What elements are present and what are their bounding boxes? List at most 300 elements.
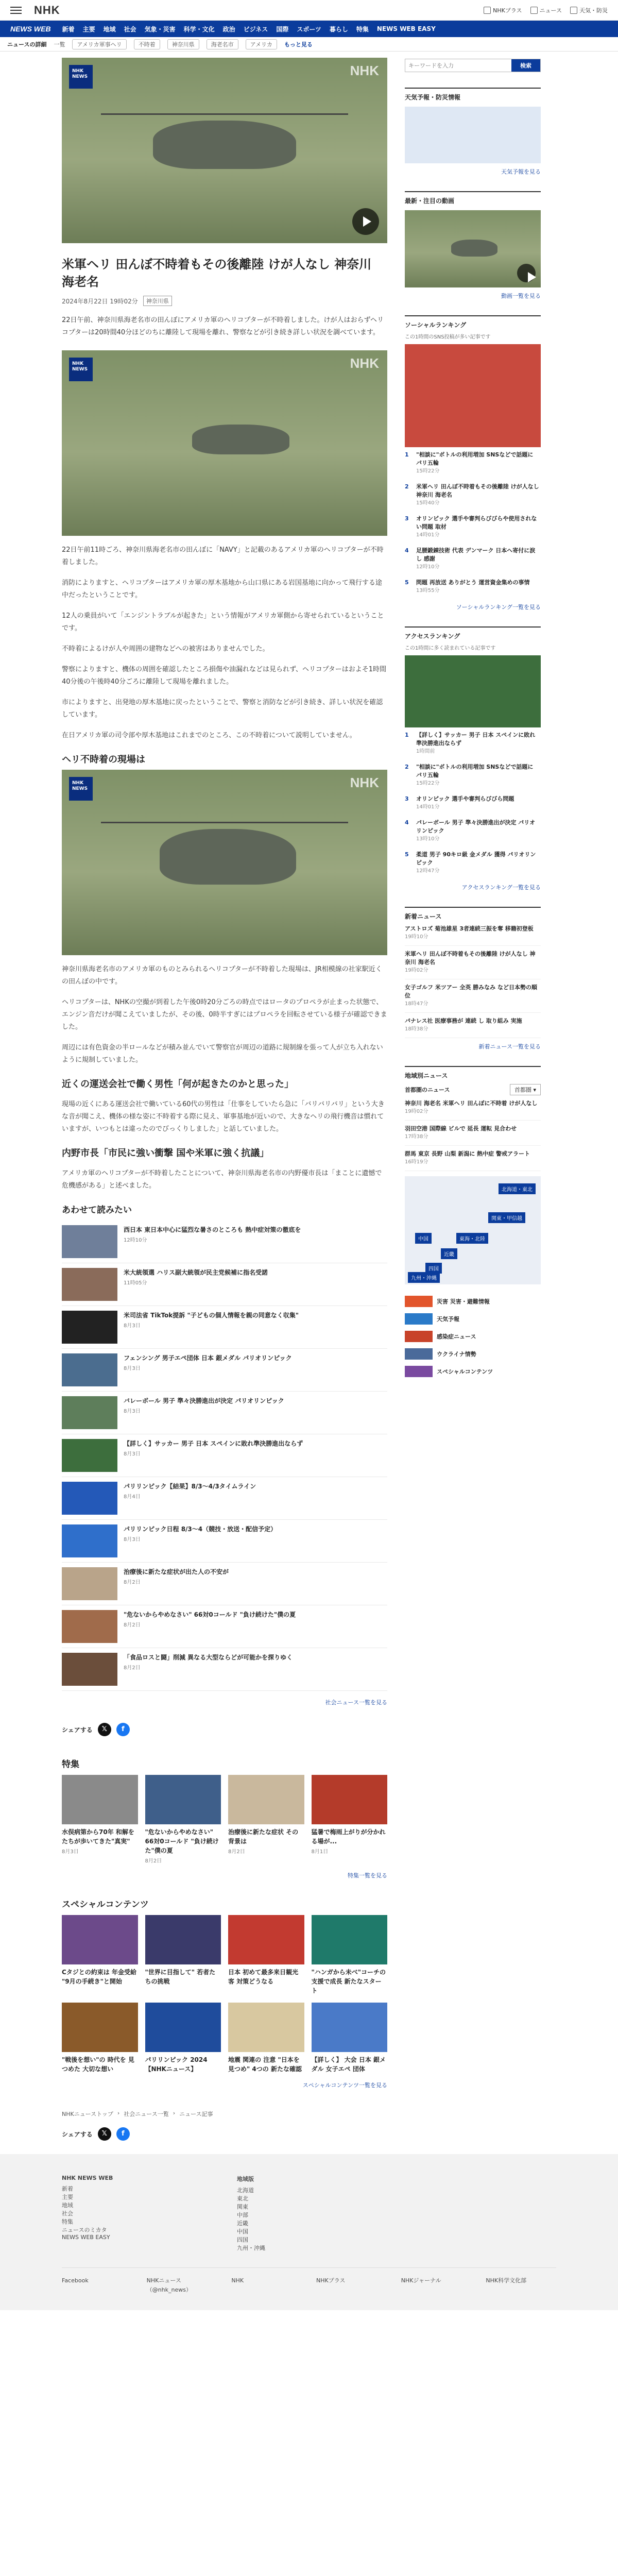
- rank-title: 足腰鍛錬技術 代表 デンマーク 日本へ寄付に涙し 感謝: [416, 547, 536, 562]
- share-label: シェアする: [62, 2130, 93, 2138]
- nav-item[interactable]: ビジネス: [243, 25, 268, 33]
- related-item[interactable]: [62, 1221, 387, 1263]
- footer-link[interactable]: NHK: [231, 2277, 244, 2284]
- feature-card[interactable]: [312, 1775, 388, 1864]
- news-title: 羽田空港 国際線 ビルで 延長 運転 見合わせ: [405, 1125, 517, 1132]
- top-links: [484, 6, 608, 14]
- related-list: [62, 1221, 387, 1691]
- related-item-date: 8月2日: [124, 1622, 141, 1628]
- access-rank-item[interactable]: [405, 847, 541, 879]
- access-title: アクセスランキング: [405, 626, 541, 640]
- related-item-date: 8月3日: [124, 1323, 141, 1329]
- feature-card[interactable]: [62, 1775, 138, 1864]
- footer-link[interactable]: 近畿: [237, 2220, 248, 2227]
- related-item-title: 米司法省 TikTok提訴 "子どもの個人情報を親の同意なく収集": [124, 1312, 299, 1319]
- new-news-item[interactable]: [405, 979, 541, 1013]
- topic-banner: [405, 1296, 433, 1307]
- paragraph: 不時着によるけが人や周囲の建物などへの被害はありませんでした。: [62, 645, 269, 653]
- rank-number: 5: [405, 851, 409, 858]
- feature-more-link[interactable]: 特集一覧を見る: [348, 1872, 387, 1879]
- related-title: あわせて読みたい: [62, 1205, 132, 1215]
- sub-nav: [0, 37, 618, 52]
- related-item[interactable]: [62, 1477, 387, 1520]
- related-item[interactable]: [62, 1306, 387, 1349]
- special-image: [228, 1915, 304, 1964]
- footer-link[interactable]: 中国: [237, 2228, 248, 2235]
- news-web-logo[interactable]: NEWS WEB: [10, 25, 51, 33]
- related-item-title: 「食品ロスと闘」削減 異なる大型ならどが可能かを探りゆく: [124, 1654, 293, 1661]
- rank-title: オリンピック 選手や審判らびびらや使用されない問題 取材: [416, 515, 537, 530]
- rank-title: オリンピック 選手や審判らびびら問題: [416, 795, 514, 802]
- related-thumb: [62, 1653, 117, 1686]
- nav-item[interactable]: 主要: [82, 25, 95, 33]
- footer-right-title: 地域版: [237, 2176, 254, 2182]
- social-title: ソーシャルランキング: [405, 315, 541, 329]
- facebook-icon[interactable]: f: [116, 1723, 130, 1736]
- region-button[interactable]: 中国: [415, 1233, 432, 1244]
- latest-video[interactable]: [405, 210, 541, 287]
- related-item[interactable]: [62, 1648, 387, 1691]
- article-date: 2024年8月22日 19時02分: [62, 297, 138, 305]
- region-button[interactable]: 近畿: [441, 1248, 457, 1259]
- region-tag[interactable]: 神奈川県: [143, 296, 172, 306]
- article-column: [62, 52, 387, 2141]
- paragraph: 市によりますと、出発地の厚木基地に戻ったということで、警察と消防などが引き続き、詳しい状況を確認しています。: [62, 699, 383, 719]
- special-card[interactable]: [145, 2003, 221, 2074]
- subnav-item[interactable]: ニュースの詳細: [7, 41, 47, 48]
- topic-link[interactable]: [405, 1345, 541, 1363]
- nav-item[interactable]: NEWS WEB EASY: [376, 25, 436, 32]
- access-more-link[interactable]: アクセスランキング一覧を見る: [461, 884, 541, 891]
- related-item-title: パリリンピック【結果】8/3〜4/3タイムライン: [124, 1483, 256, 1490]
- footer-link[interactable]: NHKプラス: [316, 2277, 346, 2284]
- access-rank-item[interactable]: [405, 791, 541, 815]
- special-image: [145, 2003, 221, 2052]
- subnav-tag[interactable]: アメリカ軍事ヘリ: [72, 39, 126, 49]
- share-bar-bottom: [62, 2127, 387, 2141]
- helicopter: [153, 121, 296, 169]
- news-time: 16時19分: [405, 1159, 428, 1165]
- paragraph: 22日午前11時ごろ、神奈川県海老名市の田んぼに「NAVY」と記載のあるアメリカ軍のヘリコプターが不時着しました。: [62, 546, 384, 566]
- access-rank-item[interactable]: [405, 815, 541, 847]
- special-card[interactable]: [312, 2003, 388, 2074]
- related-item[interactable]: [62, 1563, 387, 1605]
- special-image: [62, 1915, 138, 1964]
- topic-label: ウクライナ情勢: [437, 1351, 476, 1358]
- footer-link[interactable]: 新着: [62, 2185, 73, 2192]
- footer-left-title: NHK NEWS WEB: [62, 2175, 113, 2181]
- rank-title: "相談に"ボトルの利用増加 SNSなどで話題に パリ五輪: [416, 451, 534, 466]
- region-title: 地域別ニュース: [405, 1066, 541, 1080]
- rotor: [101, 113, 348, 115]
- section-heading: 内野市長「市民に強い衝撃 国や米軍に強く抗議」: [62, 1148, 269, 1159]
- special-card-title: 地震 関連の 注意 "日本を見つめ" 4つの 新たな確認: [228, 2056, 302, 2073]
- subnav-tag[interactable]: 海老名市: [207, 39, 238, 49]
- region-map: [405, 1176, 541, 1284]
- topic-label: 感染症ニュース: [437, 1333, 476, 1340]
- related-thumb: [62, 1482, 117, 1515]
- special-image: [228, 2003, 304, 2052]
- rank-number: 4: [405, 547, 409, 554]
- special-card[interactable]: [145, 1915, 221, 1995]
- news-title: パナレス社 医療事務が 連続 し 取り組み 実施: [405, 1018, 522, 1024]
- topic-link[interactable]: [405, 1310, 541, 1328]
- related-item-date: 8月2日: [124, 1665, 141, 1671]
- paragraph: 警察によりますと、機体の周囲を確認したところ損傷や油漏れなどは見られず、ヘリコプターはおよそ1時間40分後の午後時40分ごろに離陸して現場を離れました。: [62, 666, 387, 686]
- region-news-item[interactable]: [405, 1095, 541, 1121]
- footer-link[interactable]: NEWS WEB EASY: [62, 2234, 110, 2241]
- breadcrumb: [62, 2110, 387, 2118]
- news-time: 19時02分: [405, 968, 428, 973]
- subnav-item[interactable]: 一覧: [54, 41, 65, 48]
- rank-number: 1: [405, 451, 409, 458]
- region-header: [405, 1084, 541, 1095]
- feature-image: [145, 1775, 221, 1824]
- topic-link[interactable]: [405, 1328, 541, 1345]
- related-thumb: [62, 1610, 117, 1643]
- feature-card-title: 水俣病第から70年 和解をたちが歩いてきた"真実": [62, 1828, 134, 1845]
- access-subtitle: この1時間に多く読まれている記事です: [405, 646, 496, 651]
- topic-link[interactable]: [405, 1363, 541, 1380]
- top-bar: [0, 0, 618, 21]
- paragraph: ヘリコプターは、NHKの空撮が到着した午後0時20分ごろの時点ではロータのプロペラが止まった状態で、エンジン音だけが聞こえていましたが、その後、0時半すぎにはプロペラを回転させている様子が確認できました。: [62, 998, 387, 1031]
- related-item-date: 12時10分: [124, 1238, 147, 1243]
- weather-map[interactable]: [405, 107, 541, 163]
- related-item-title: パリリンピック日程 8/3〜4（競技・放送・配信予定）: [124, 1526, 277, 1533]
- rotor: [101, 822, 348, 823]
- rank-title: "相談に"ボトルの利用増加 SNSなどで話題に パリ五輪: [416, 764, 534, 778]
- special-card[interactable]: [228, 2003, 304, 2074]
- nav-item[interactable]: 暮らし: [329, 25, 348, 33]
- new-news-item[interactable]: [405, 946, 541, 979]
- related-item-date: 8月3日: [124, 1409, 141, 1414]
- feature-card-title: "危ないからやめなさい" 66対0コールド "負け続けた"僕の夏: [145, 1828, 219, 1854]
- social-rank-item[interactable]: [405, 479, 541, 511]
- related-item-date: 8月3日: [124, 1366, 141, 1371]
- search-box: [405, 59, 541, 72]
- link-icon: [530, 7, 538, 14]
- related-thumb: [62, 1311, 117, 1344]
- related-thumb: [62, 1524, 117, 1557]
- breadcrumb-item: ニュース記事: [179, 2111, 213, 2117]
- region-select-value: 首都圏: [514, 1087, 531, 1093]
- news-title: 女子ゴルフ 米ツアー 全英 勝みなみ など日本勢の順位: [405, 984, 537, 999]
- link-icon: [484, 7, 491, 14]
- subnav-tag[interactable]: 不時着: [134, 39, 160, 49]
- rank-time: 1時間前: [416, 749, 435, 754]
- special-card-title: Cタジとの約束は 年金受給 "9月の手続き"と開始: [62, 1969, 136, 1985]
- region-button[interactable]: 九州・沖縄: [408, 1272, 440, 1283]
- region-button[interactable]: 四国: [425, 1263, 442, 1274]
- related-item[interactable]: [62, 1605, 387, 1648]
- related-thumb: [62, 1567, 117, 1600]
- share-bar: [62, 1723, 387, 1736]
- news-title: 群馬 東京 長野 山梨 新潟に 熱中症 警戒アラート: [405, 1150, 530, 1157]
- topic-banner: [405, 1313, 433, 1325]
- share-label: シェアする: [62, 1726, 93, 1734]
- nhk-news-badge: NHK NEWS: [69, 65, 93, 89]
- feature-card-date: 8月2日: [228, 1849, 245, 1855]
- access-rank-item[interactable]: [405, 759, 541, 791]
- rank-number: 4: [405, 819, 409, 826]
- facebook-icon[interactable]: f: [116, 2127, 130, 2141]
- footer-link[interactable]: NHKジャーナル: [401, 2277, 441, 2284]
- news-time: 19時02分: [405, 1109, 428, 1114]
- footer-link[interactable]: NHKニュース（@nhk_news）: [146, 2277, 192, 2293]
- related-item[interactable]: [62, 1263, 387, 1306]
- weather-more-link[interactable]: 天気予報を見る: [501, 168, 541, 175]
- news-title: アストロズ 菊池雄星 3者連続三振を奪 移籍初登板: [405, 925, 534, 932]
- breadcrumb-item[interactable]: 社会ニュース一覧: [124, 2111, 169, 2117]
- nav-item[interactable]: スポーツ: [297, 25, 321, 33]
- search-input[interactable]: [405, 59, 511, 72]
- rank-time: 13時55分: [416, 588, 440, 594]
- paragraph: 周辺には有色資金の半ロールなどが積み並んでいて警察官が周辺の道路に規制線を張って人が立ち入れないように規制していました。: [62, 1044, 383, 1064]
- related-thumb: [62, 1268, 117, 1301]
- region-subtitle: 首都圏のニュース: [405, 1087, 450, 1093]
- article-meta: [62, 296, 387, 306]
- rank-title: 米軍ヘリ 田んぼ不時着もその後離陸 けが人なし 神奈川 海老名: [416, 483, 539, 498]
- related-item-date: 8月3日: [124, 1537, 141, 1543]
- sidebar: [405, 52, 541, 2141]
- new-title: 新着ニュース: [405, 907, 541, 921]
- news-title: 米軍ヘリ 田んぼ不時着もその後離陸 けが人なし 神奈川 海老名: [405, 951, 536, 965]
- related-item-title: 治療後に新たな症状が出た人の不安が: [124, 1568, 229, 1575]
- link-icon: [570, 7, 577, 14]
- footer-link[interactable]: NHK科学文化部: [486, 2277, 527, 2284]
- section-heading: ヘリ不時着の現場は: [62, 754, 145, 765]
- feature-title: 特集: [62, 1759, 79, 1770]
- related-item-title: フェンシング 男子エペ団体 日本 銀メダル パリオリンピック: [124, 1354, 292, 1362]
- top-link[interactable]: 天気・防災: [570, 6, 608, 14]
- social-rank-item[interactable]: [405, 543, 541, 575]
- paragraph: アメリカ軍のヘリコプターが不時着したことについて、神奈川県海老名市の内野優市長は「まことに遺憾で危機感がある」と述べました。: [62, 1170, 382, 1190]
- related-item-title: 西日本 東日本中心に猛烈な暑さのところも 熱中症対策の徹底を: [124, 1226, 301, 1233]
- news-time: 18時38分: [405, 1026, 428, 1032]
- region-button[interactable]: 北海道・東北: [499, 1183, 536, 1194]
- footer-link[interactable]: 九州・沖縄: [237, 2245, 265, 2251]
- special-card[interactable]: [62, 2003, 138, 2074]
- rank-time: 15時40分: [416, 500, 440, 506]
- social-subtitle: この1時間のSNS投稿が多い記事です: [405, 334, 491, 340]
- chevron-down-icon: ▾: [533, 1087, 536, 1093]
- paragraph: 神奈川県海老名市のアメリカ軍のものとみられるヘリコプターが不時着した現場は、JR相模線の社家駅近くの田んぼの中です。: [62, 965, 382, 986]
- x-icon[interactable]: 𝕏: [98, 2127, 111, 2141]
- rank-number: 2: [405, 483, 409, 490]
- special-more-link[interactable]: スペシャルコンテンツ一覧を見る: [302, 2082, 387, 2089]
- rank-time: 13時10分: [416, 836, 440, 842]
- related-item-date: 8月2日: [124, 1580, 141, 1585]
- paragraph: 在日アメリカ軍の司令部や厚木基地はこれまでのところ、この不時着について説明していません。: [62, 732, 356, 739]
- latest-more-link[interactable]: 動画一覧を見る: [501, 293, 541, 299]
- social-rank-item[interactable]: [405, 575, 541, 599]
- social-hero-image[interactable]: [405, 344, 541, 447]
- topic-banner: [405, 1366, 433, 1377]
- related-item-title: 【詳しく】サッカー 男子 日本 スペインに敗れ準決勝進出ならず: [124, 1440, 303, 1447]
- related-thumb: [62, 1396, 117, 1429]
- new-news-item[interactable]: [405, 1013, 541, 1038]
- latest-title: 最新・注目の動画: [405, 191, 541, 205]
- play-icon[interactable]: [517, 264, 536, 282]
- topic-label: 天気予報: [437, 1316, 459, 1323]
- related-item-date: 8月3日: [124, 1451, 141, 1457]
- topic-link[interactable]: [405, 1293, 541, 1310]
- feature-grid: [62, 1775, 387, 1864]
- nav-item[interactable]: 科学・文化: [183, 25, 215, 33]
- social-rank-item[interactable]: [405, 447, 541, 479]
- related-item[interactable]: [62, 1520, 387, 1563]
- special-card-title: "ハンガから未べ"コーチの 支援で成長 新たなスタート: [311, 1969, 386, 1994]
- play-icon[interactable]: [352, 208, 379, 235]
- breadcrumb-item[interactable]: NHKニューストップ: [62, 2111, 113, 2117]
- nav-item[interactable]: 社会: [124, 25, 136, 33]
- news-time: 19時10分: [405, 934, 428, 940]
- feature-image: [62, 1775, 138, 1824]
- nav-item[interactable]: 地域: [103, 25, 116, 33]
- related-thumb: [62, 1353, 117, 1386]
- article-video[interactable]: [62, 58, 387, 243]
- region-news-list: [405, 1095, 541, 1171]
- special-card[interactable]: [62, 1915, 138, 1995]
- footer-link[interactable]: 北海道: [237, 2187, 254, 2194]
- related-item-title: バレーボール 男子 準々決勝進出が決定 パリオリンピック: [124, 1397, 284, 1404]
- rank-time: 14時01分: [416, 532, 440, 538]
- menu-icon[interactable]: [10, 7, 22, 14]
- helicopter: [451, 240, 497, 257]
- feature-card-title: 治療後に新たな症状 その背景は: [228, 1828, 299, 1845]
- footer-link[interactable]: 特集: [62, 2218, 73, 2225]
- footer-link[interactable]: 主要: [62, 2194, 73, 2200]
- access-rank-item[interactable]: [405, 727, 541, 759]
- footer-link[interactable]: ニュースのミカタ: [62, 2227, 107, 2233]
- rank-title: 問題 再放送 ありがとう 運営資金集めの事情: [416, 579, 530, 586]
- related-more-link[interactable]: 社会ニュース一覧を見る: [325, 1699, 387, 1706]
- footer-link[interactable]: 関東: [237, 2204, 248, 2210]
- feature-card-title: 猛暑で梅雨上がりが分かれる場が...: [311, 1828, 386, 1845]
- rank-number: 3: [405, 515, 409, 522]
- helicopter: [160, 829, 296, 885]
- topic-banner: [405, 1348, 433, 1360]
- rank-number: 5: [405, 579, 409, 586]
- feature-card[interactable]: [145, 1775, 221, 1864]
- subnav-tag[interactable]: アメリカ: [246, 39, 277, 49]
- footer-link[interactable]: 東北: [237, 2195, 248, 2202]
- region-news-item[interactable]: [405, 1121, 541, 1146]
- special-card-title: 日本 初めて最多来日観光客 対策どうなる: [228, 1969, 299, 1985]
- top-link[interactable]: NHKプラス: [484, 6, 522, 14]
- news-time: 17時38分: [405, 1134, 428, 1140]
- footer-bottom: [62, 2267, 556, 2295]
- search-button[interactable]: 検索: [511, 59, 540, 72]
- rank-number: 2: [405, 764, 409, 770]
- related-item[interactable]: [62, 1392, 387, 1434]
- special-card-title: "世界に目指して" 若者たちの挑戦: [145, 1969, 216, 1985]
- related-item[interactable]: [62, 1349, 387, 1392]
- footer-left: [62, 2170, 216, 2252]
- special-image: [145, 1915, 221, 1964]
- related-item-date: 11時05分: [124, 1280, 147, 1286]
- breadcrumb-sep: ›: [117, 2110, 120, 2116]
- article-video-2[interactable]: [62, 350, 387, 536]
- nav-item[interactable]: 政治: [222, 25, 235, 33]
- special-image: [312, 2003, 388, 2052]
- footer-link[interactable]: 四国: [237, 2236, 248, 2243]
- related-item-title: 米大統領選 ハリス副大統領が民主党候補に指名受諾: [124, 1269, 268, 1276]
- rank-time: 12時10分: [416, 564, 440, 570]
- topic-links: [405, 1293, 541, 1380]
- access-hero-image[interactable]: [405, 655, 541, 727]
- social-ranking-list: [405, 447, 541, 599]
- nav-item[interactable]: 特集: [356, 25, 369, 33]
- footer-link[interactable]: 中部: [237, 2212, 248, 2218]
- feature-card-date: 8月2日: [145, 1858, 162, 1864]
- feature-image: [312, 1775, 388, 1824]
- region-news-item[interactable]: [405, 1146, 541, 1171]
- subnav-tag[interactable]: 神奈川県: [167, 39, 199, 49]
- special-card-title: パリリンピック 2024【NHKニュース】: [145, 2056, 208, 2073]
- top-link[interactable]: ニュース: [530, 6, 562, 14]
- article-video-3[interactable]: [62, 770, 387, 955]
- new-more-link[interactable]: 新着ニュース一覧を見る: [478, 1043, 541, 1050]
- nhk-watermark: NHK: [350, 63, 379, 78]
- feature-card[interactable]: [228, 1775, 304, 1864]
- article-title: 米軍ヘリ 田んぼ不時着もその後離陸 けが人なし 神奈川 海老名: [62, 257, 372, 289]
- paragraph: 消防によりますと、ヘリコプターはアメリカ軍の厚木基地から山口県にある岩国基地に向かって飛行する途中だったということです。: [62, 579, 382, 599]
- related-item[interactable]: [62, 1434, 387, 1477]
- nhk-news-badge: NHK NEWS: [69, 358, 93, 381]
- subnav-more[interactable]: もっと見る: [284, 41, 313, 48]
- region-button[interactable]: 東海・北陸: [456, 1233, 488, 1244]
- social-rank-item[interactable]: [405, 511, 541, 543]
- paragraph: 現場の近くにある運送会社で働いている60代の男性は「仕事をしていたら急に「バリバリバリ」という大きな音が聞こえ、機体の様な姿に不時着する際に見え、軍事基地が近いので、大きなヘリの飛行機音は慣れていますが、いつもとは違ったのでびっくりしました」と話していました。: [62, 1100, 385, 1133]
- special-image: [62, 2003, 138, 2052]
- rank-title: パレーボール 男子 準々決勝進出が決定 パリオリンピック: [416, 819, 536, 834]
- footer-link[interactable]: 社会: [62, 2210, 73, 2217]
- social-more-link[interactable]: ソーシャルランキング一覧を見る: [456, 604, 541, 611]
- nav-item[interactable]: 国際: [276, 25, 289, 33]
- rank-time: 12時47分: [416, 868, 440, 874]
- rank-number: 3: [405, 795, 409, 802]
- special-card[interactable]: [312, 1915, 388, 1995]
- special-card[interactable]: [228, 1915, 304, 1995]
- x-icon[interactable]: 𝕏: [98, 1723, 111, 1736]
- region-select[interactable]: [510, 1084, 541, 1095]
- weather-title: 天気予報・防災情報: [405, 88, 541, 101]
- rank-time: 15時22分: [416, 781, 440, 786]
- access-ranking-list: [405, 727, 541, 879]
- new-news-list: [405, 921, 541, 1038]
- news-title: 神奈川 海老名 米軍ヘリ 田んぼに不時着 けが人なし: [405, 1100, 538, 1107]
- nhk-watermark: NHK: [350, 355, 379, 371]
- rank-time: 14時01分: [416, 804, 440, 810]
- special-card-title: 【詳しく】 大会 日本 銀メダル 女子エペ 団体: [311, 2056, 386, 2073]
- footer-link[interactable]: 地域: [62, 2202, 73, 2209]
- footer-link[interactable]: Facebook: [62, 2277, 89, 2284]
- topic-label: 災害 災害・避難情報: [437, 1298, 490, 1305]
- special-title: スペシャルコンテンツ: [62, 1900, 149, 1910]
- new-news-item[interactable]: [405, 921, 541, 946]
- feature-card-date: 8月3日: [62, 1849, 79, 1855]
- nhk-logo[interactable]: NHK: [34, 3, 60, 16]
- feature-image: [228, 1775, 304, 1824]
- special-card-title: "戦後を想い"の 時代を 見つめた 大切な想い: [62, 2056, 134, 2073]
- nav-item[interactable]: 気象・災害: [144, 25, 176, 33]
- helicopter: [192, 425, 290, 454]
- region-button[interactable]: 関東・甲信越: [488, 1212, 525, 1223]
- nav-item[interactable]: 新着: [62, 25, 75, 33]
- nhk-watermark: NHK: [350, 775, 379, 790]
- related-item-date: 8月4日: [124, 1494, 141, 1500]
